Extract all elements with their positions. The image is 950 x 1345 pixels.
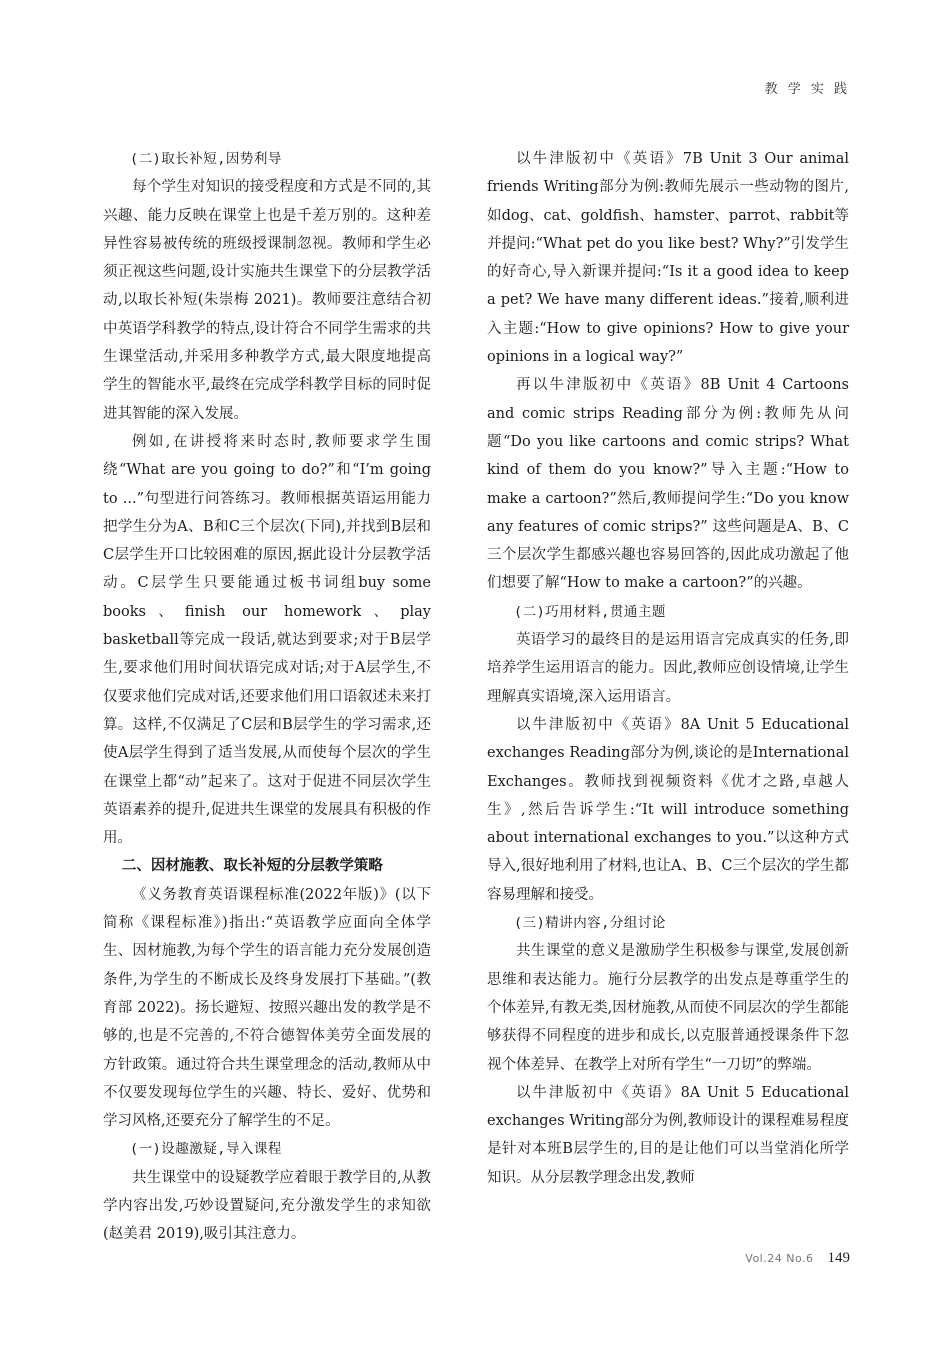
paragraph: 再以牛津版初中《英语》8B Unit 4 Cartoons and comic strips Reading部分为例:教师先从问题“Do you like cartoons and comic strips? What kind of them do you know?”导入主题:“How to make a cartoon?”然后,教师提问学生:“Do you know any features of comic strips?” 这些问题是A、B、C三个层次学生都感兴趣也容易回答的,因此成功激起了他们想要了解“How to make a cartoon?”的兴趣。 <box>487 377 849 592</box>
subheading: (二)取长补短,因势利导 <box>130 151 282 167</box>
section-heading: 二、因材施教、取长补短的分层教学策略 <box>121 858 383 875</box>
page-number: 149 <box>827 1250 850 1266</box>
subheading: (三)精讲内容,分组讨论 <box>514 915 666 932</box>
page-footer <box>745 1250 850 1267</box>
paragraph: 共生课堂中的设疑教学应着眼于教学目的,从教学内容出发,巧妙设置疑问,充分激发学生的求知欲(赵美君 2019),吸引其注意力。 <box>103 1169 431 1243</box>
running-header: 教 学 实 践 <box>764 82 850 97</box>
issue-label: Vol.24 No.6 <box>745 1252 814 1265</box>
paragraph: 每个学生对知识的接受程度和方式是不同的,其兴趣、能力反映在课堂上也是千差万别的。这种差异性容易被传统的班级授课制忽视。教师和学生必须正视这些问题,设计实施共生课堂下的分层教学活动,以取长补短(朱崇梅 2021)。教师要注意结合初中英语学科教学的特点,设计符合不同学生需求的共生课堂活动,并采用多种教学方式,最大限度地提高学生的智能水平,最终在完成学科教学目标的同时促进其智能的深入发展。 <box>103 179 431 422</box>
paragraph: 英语学习的最终目的是运用语言完成真实的任务,即培养学生运用语言的能力。因此,教师应创设情境,让学生理解真实语境,深入运用语言。 <box>487 632 849 705</box>
paragraph: 《义务教育英语课程标准(2022年版)》(以下简称《课程标准》)指出:“英语教学应面向全体学生、因材施教,为每个学生的语言能力充分发展创造条件,为学生的不断成长及终身发展打下基础。”(教育部 2022)。扬长避短、按照兴趣出发的教学是不够的,也是不完善的,不符合德智体美劳全面发展的方针政策。通过符合共生课堂理念的活动,教师从中不仅要发现每位学生的兴趣、特长、爱好、优势和学习风格,还要充分了解学生的不足。 <box>103 886 431 1130</box>
paragraph: 以牛津版初中《英语》7B Unit 3 Our animal friends Writing部分为例:教师先展示一些动物的图片,如dog、cat、goldfish、hamster、parrot、rabbit等并提问:“What pet do you like best? Why?”引发学生的好奇心,导入新课并提问:“Is it a good idea to keep a pet? We have many different ideas.”接着,顺利进入主题:“How to give opinions? How to give your opinions in a logical way?” <box>487 151 849 366</box>
paragraph: 以牛津版初中《英语》8A Unit 5 Educational exchanges Reading部分为例,谈论的是International Exchanges。教师找到视频资料《优才之路,卓越人生》,然后告诉学生:“It will introduce something about international exchanges to you.”以这种方式导入,很好地利用了材料,也让A、B、C三个层次的学生都容易理解和接受。 <box>487 716 849 903</box>
right-column <box>487 145 849 1192</box>
paragraph: 以牛津版初中《英语》8A Unit 5 Educational exchanges Writing部分为例,教师设计的课程难易程度是针对本班B层学生的,目的是让他们可以当堂消化所学知识。从分层教学理念出发,教师 <box>487 1084 849 1186</box>
subheading: (二)巧用材料,贯通主题 <box>514 603 666 620</box>
paragraph: 例如,在讲授将来时态时,教师要求学生围绕“What are you going to do?”和“I’m going to ...”句型进行问答练习。教师根据英语运用能力把学生分为A、B和C三个层次(下同),并找到B层和C层学生开口比较困难的原因,据此设计分层教学活动。C层学生只要能通过板书词组buy some books、finish our homework、play basketball等完成一段话,就达到要求;对于B层学生,要求他们用时间状语完成对话;对于A层学生,不仅要求他们完成对话,还要求他们用口语叙述未来打算。这样,不仅满足了C层和B层学生的学习需求,还使A层学生得到了适当发展,从而使每个层次的学生在课堂上都“动”起来了。这对于促进不同层次学生英语素养的提升,促进共生课堂的发展具有积极的作用。 <box>103 433 431 847</box>
paragraph: 共生课堂的意义是激励学生积极参与课堂,发展创新思维和表达能力。施行分层教学的出发点是尊重学生的个体差异,有教无类,因材施教,从而使不同层次的学生都能够获得不同程度的进步和成长,以克服普通授课条件下忽视个体差异、在教学上对所有学生“一刀切”的弊端。 <box>487 943 849 1073</box>
left-column <box>103 145 431 1249</box>
subheading: (一)设趣激疑,导入课程 <box>130 1141 282 1158</box>
